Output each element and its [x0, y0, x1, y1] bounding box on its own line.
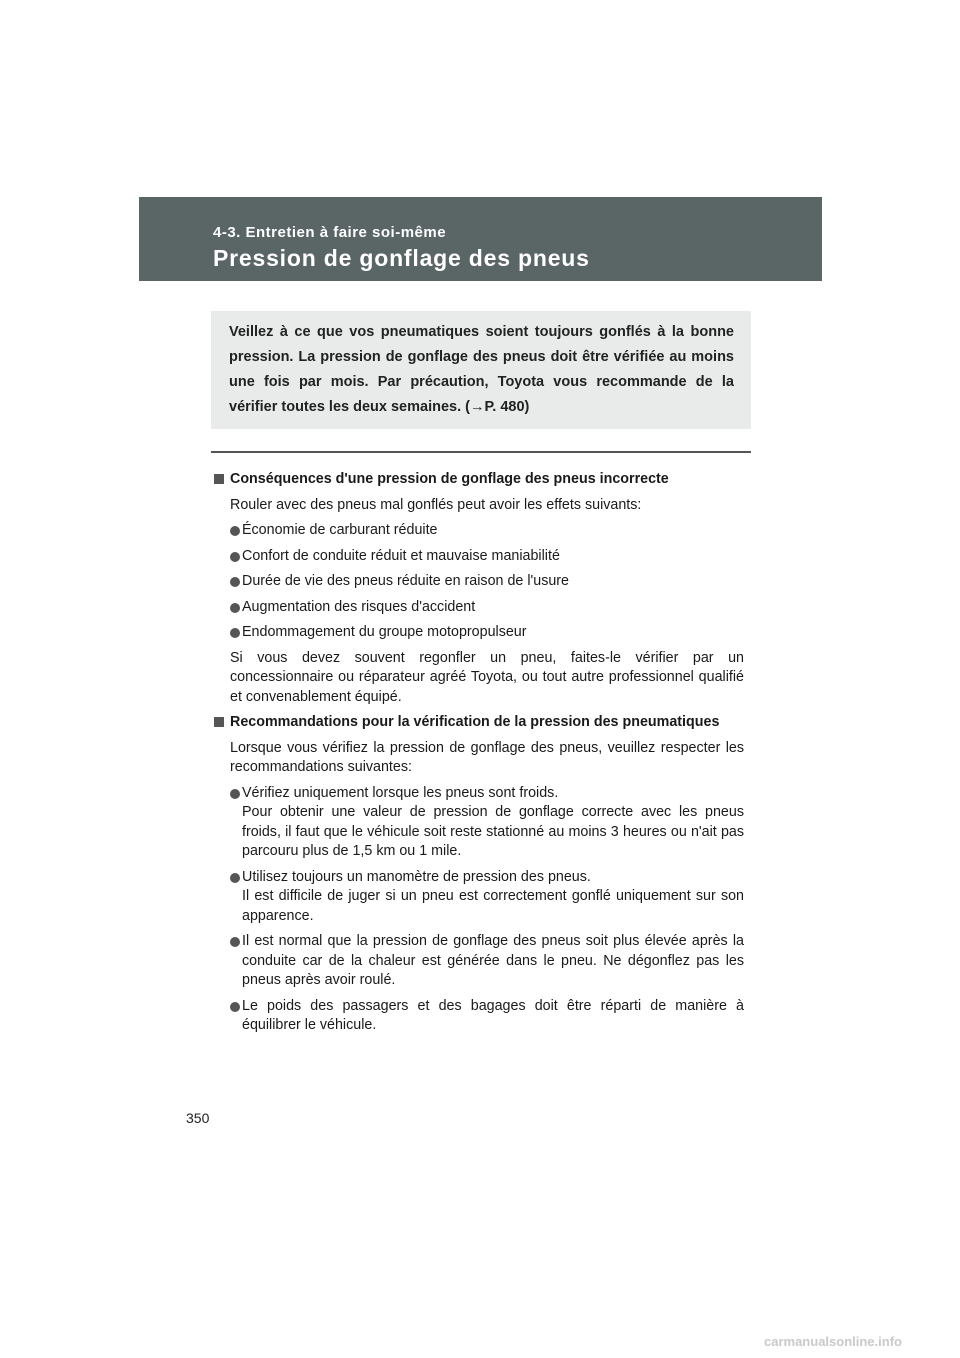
list-item-title: Vérifiez uniquement lorsque les pneus sont froids.: [242, 784, 559, 801]
section-label: 4-3. Entretien à faire soi-même: [213, 224, 447, 241]
list-item-text: Augmentation des risques d'accident: [242, 598, 476, 615]
section-heading-consequences: [213, 470, 744, 490]
list-item-text: Endommagement du groupe motopropulseur: [242, 624, 527, 640]
round-bullet-icon: [230, 577, 240, 587]
list-item-title: Il est normal que la pression de gonflage des pneus soit plus élevée après la conduite car de la chaleur est générée dans le pneu. Ne dégonflez pas les pneus après avoir roulé.: [242, 933, 744, 988]
list-item: [213, 784, 744, 862]
list-item-text: Économie de carburant réduite: [242, 522, 438, 538]
heading-text: Conséquences d'une pression de gonflage des pneus incorrecte: [230, 471, 669, 487]
heading-text: Recommandations pour la vérification de la pression des pneumatiques: [230, 714, 720, 730]
round-bullet-icon: [230, 552, 240, 562]
square-bullet-icon: [214, 717, 224, 727]
divider: [211, 451, 751, 453]
list-item: [213, 521, 744, 541]
list-item: [213, 868, 744, 927]
round-bullet-icon: [230, 873, 240, 883]
chapter-header: [139, 197, 822, 281]
list-item-title: Le poids des passagers et des bagages doit être réparti de manière à équilibrer le véhicule.: [242, 997, 744, 1033]
watermark: carmanualsonline.info: [764, 1334, 902, 1349]
list-item: [213, 547, 744, 567]
section-note: Si vous devez souvent regonfler un pneu, faites-le vérifier par un concessionnaire ou réparateur agréé Toyota, ou tout autre professionnel qualifié et convenablement équipé.: [230, 649, 744, 705]
round-bullet-icon: [230, 628, 240, 638]
page-title: Pression de gonflage des pneus: [213, 245, 590, 271]
list-item: [213, 997, 744, 1036]
list-item-title: Utilisez toujours un manomètre de pression des pneus.: [242, 868, 591, 885]
list-item: [213, 572, 744, 592]
page-number: 350: [186, 1110, 210, 1126]
section-lead: Lorsque vous vérifiez la pression de gonflage des pneus, veuillez respecter les recommandations suivantes:: [230, 739, 744, 775]
main-content: [213, 470, 744, 1042]
list-item-text: Confort de conduite réduit et mauvaise maniabilité: [242, 547, 560, 564]
intro-box: [211, 311, 751, 429]
section-heading-recommendations: [213, 713, 744, 733]
round-bullet-icon: [230, 526, 240, 536]
round-bullet-icon: [230, 1002, 240, 1012]
list-item: [213, 623, 744, 643]
square-bullet-icon: [214, 474, 224, 484]
intro-text: Veillez à ce que vos pneumatiques soient toujours gonflés à la bonne pression. La pression de gonflage des pneus doit être vérifiée au moins une fois par mois. Par précaution, Toyota vous recommande de la vérifier toutes les deux semaines. (→P. 480): [229, 324, 734, 415]
list-item: [213, 598, 744, 618]
round-bullet-icon: [230, 937, 240, 947]
round-bullet-icon: [230, 603, 240, 613]
section-lead: Rouler avec des pneus mal gonflés peut avoir les effets suivants:: [230, 496, 642, 513]
list-item-detail: Il est difficile de juger si un pneu est correctement gonflé uniquement sur son apparence.: [242, 888, 744, 924]
list-item-text: Durée de vie des pneus réduite en raison de l'usure: [242, 573, 569, 589]
list-item: [213, 932, 744, 991]
round-bullet-icon: [230, 789, 240, 799]
list-item-detail: Pour obtenir une valeur de pression de gonflage correcte avec les pneus froids, il faut que le véhicule soit reste stationné au moins 3 heures ou n'ait pas parcouru plus de 1,5 km ou 1 mile.: [242, 804, 744, 859]
